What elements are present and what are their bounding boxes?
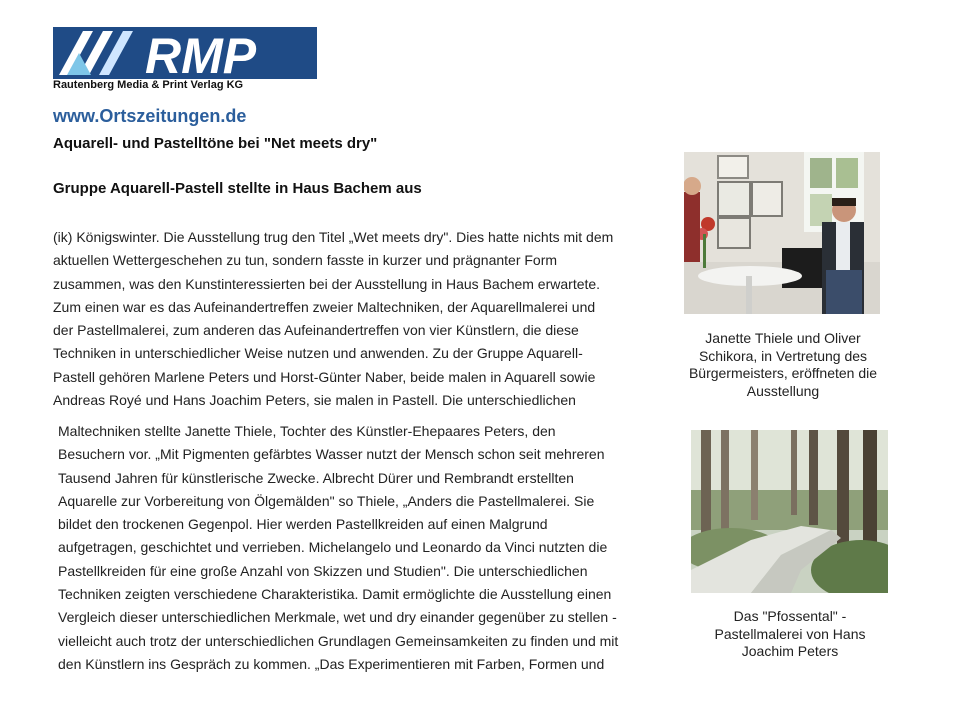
rmp-logo[interactable] bbox=[53, 27, 317, 79]
exhibition-opening-image bbox=[684, 152, 880, 314]
logo-text: RMP bbox=[145, 28, 257, 79]
article-body-part1 bbox=[53, 226, 668, 412]
body-line: bildet den trockenen Gegenpol. Hier werden Pastellkreiden auf einen Malgrund bbox=[58, 516, 548, 533]
photo-caption-opening bbox=[672, 330, 894, 400]
body-line: Pastellkreiden für eine große Anzahl von Skizzen und Studien". Die unterschiedlichen bbox=[58, 562, 588, 579]
article-title: Aquarell- und Pastelltöne bei "Net meets dry" bbox=[53, 135, 378, 152]
caption-line: Bürgermeisters, eröffneten die bbox=[688, 365, 878, 381]
caption-line: Ausstellung bbox=[746, 382, 820, 399]
body-line: zusammen, was den Kunstinteressierten bei der Ausstellung in Haus Bachem erwartete. bbox=[53, 275, 601, 292]
exhibition-opening-photo[interactable] bbox=[684, 152, 880, 314]
caption-line: Janette Thiele und Oliver bbox=[705, 330, 861, 346]
body-line: Besuchern vor. „Mit Pigmenten gefärbtes Wasser nutzt der Mensch schon seit mehreren bbox=[58, 446, 605, 463]
body-line: Vergleich dieser unterschiedlichen Merkmale, wet und dry einander gegenüber zu stellen - bbox=[58, 609, 617, 626]
body-line: Pastell gehören Marlene Peters und Horst-Günter Naber, beide malen in Aquarell sowie bbox=[53, 368, 596, 385]
body-line: Techniken in unterschiedlicher Weise nutzen und anwenden. Zu der Gruppe Aquarell- bbox=[53, 345, 583, 362]
article-subtitle: Gruppe Aquarell-Pastell stellte in Haus Bachem aus bbox=[53, 180, 422, 197]
body-line: Aquarelle zur Vorbereitung von Ölgemälden" so Thiele, „Anders die Pastellmalerei. Sie bbox=[58, 492, 595, 509]
caption-line: Joachim Peters bbox=[741, 643, 839, 659]
caption-line: Schikora, in Vertretung des bbox=[698, 347, 868, 364]
caption-line: Das "Pfossental" - bbox=[733, 608, 847, 624]
website-link[interactable]: www.Ortszeitungen.de bbox=[53, 106, 247, 126]
body-line: aktuellen Wettergeschehen zu tun, sondern fasste in kurzer und prägnanter Form bbox=[53, 252, 558, 269]
publisher-name: Rautenberg Media & Print Verlag KG bbox=[53, 79, 244, 91]
body-line: aufgetragen, geschichtet und verrieben. Michelangelo und Leonardo da Vinci nutzten die bbox=[58, 539, 608, 556]
pfossental-painting[interactable] bbox=[691, 430, 888, 593]
body-line: Maltechniken stellte Janette Thiele, Tochter des Künstler-Ehepaares Peters, den bbox=[58, 423, 556, 439]
body-line: (ik) Königswinter. Die Ausstellung trug den Titel „Wet meets dry". Dies hatte nichts mit dem bbox=[53, 229, 614, 245]
body-line: Zum einen war es das Aufeinandertreffen zweier Maltechniken, der Aquarellmalerei und bbox=[53, 298, 596, 315]
photo-caption-painting bbox=[686, 608, 894, 661]
body-line: vielleicht auch trotz der unterschiedlichen Grundlagen Gemeinsamkeiten zu finden und mit bbox=[58, 632, 619, 649]
body-line: der Pastellmalerei, zum anderen das Aufeinandertreffen von vier Künstlern, die diese bbox=[53, 322, 579, 339]
body-line: Techniken zeigten verschiedene Charakteristika. Damit ermöglichte die Ausstellung einen bbox=[58, 586, 612, 603]
logo-graphic bbox=[53, 27, 317, 79]
pfossental-image bbox=[691, 430, 888, 593]
article-body-part2 bbox=[58, 420, 673, 676]
body-line: den Künstlern ins Gespräch zu kommen. „Das Experimentieren mit Farben, Formen und bbox=[58, 655, 605, 672]
body-line: Andreas Royé und Hans Joachim Peters, sie malen in Pastell. Die unterschiedlichen bbox=[53, 392, 576, 409]
caption-line: Pastellmalerei von Hans bbox=[714, 625, 866, 642]
body-line: Tausend Jahren für künstlerische Zwecke. Albrecht Dürer und Rembrandt erstellten bbox=[58, 469, 574, 486]
